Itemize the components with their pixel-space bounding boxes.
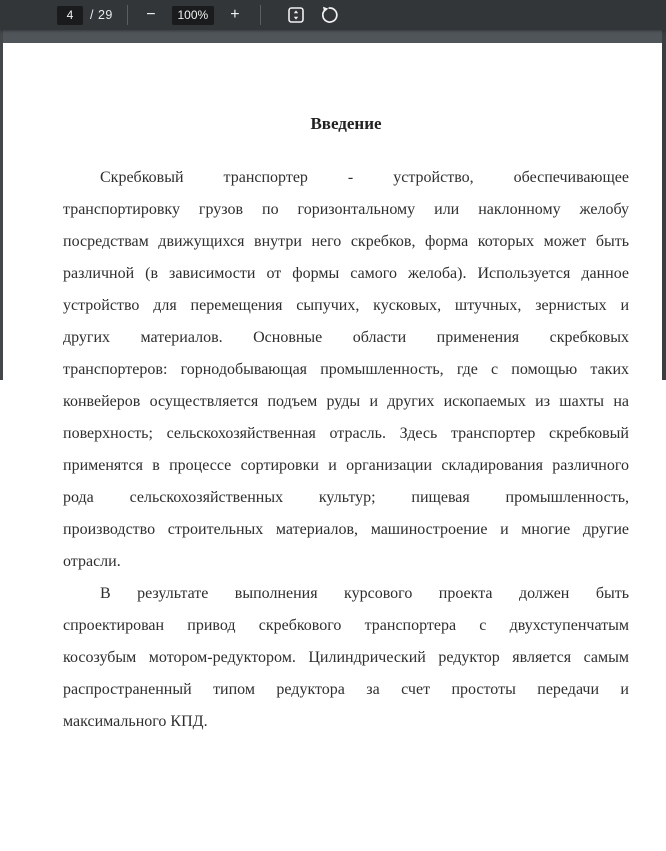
text-line: отрасли.: [63, 553, 121, 570]
toolbar-separator: [127, 5, 128, 25]
rotate-button[interactable]: [319, 4, 341, 26]
text-line: максимального КПД.: [63, 713, 208, 730]
page-number-input[interactable]: [57, 6, 83, 25]
toolbar-separator: [260, 5, 261, 25]
text-line: косозубым мотором-редуктором. Цилиндрический редуктор является самым: [63, 649, 629, 666]
zoom-in-button[interactable]: +: [224, 4, 246, 26]
viewer-background-edge-right[interactable]: [662, 30, 666, 380]
paragraph-2: [63, 578, 629, 738]
text-line: конвейеров осуществляется подъем руды и других ископаемых из шахты на: [63, 393, 629, 410]
pdf-toolbar: [0, 0, 666, 30]
text-line: Скребковый транспортер - устройство, обеспечивающее: [100, 169, 629, 186]
text-line: транспортировку грузов по горизонтальному или наклонному желобу: [63, 201, 629, 218]
pdf-page: [3, 43, 662, 851]
text-line: других материалов. Основные области применения скребковых: [63, 329, 629, 346]
text-line: производство строительных материалов, машиностроение и многие другие: [63, 521, 629, 538]
text-line: различной (в зависимости от формы самого желоба). Используется данное: [63, 265, 629, 282]
text-line: посредствам движущихся внутри него скребков, форма которых может быть: [63, 233, 629, 250]
fit-to-page-button[interactable]: [285, 4, 307, 26]
zoom-level-field[interactable]: 100%: [172, 6, 214, 25]
text-line: спроектирован привод скребкового транспортера с двухступенчатым: [63, 617, 629, 634]
page-count-label: / 29: [90, 8, 113, 22]
text-line: устройство для перемещения сыпучих, кусковых, штучных, зернистых и: [63, 297, 629, 314]
text-line: рода сельскохозяйственных культур; пищевая промышленность,: [63, 489, 629, 506]
text-line: поверхность; сельскохозяйственная отрасль. Здесь транспортер скребковый: [63, 425, 629, 442]
text-line: В результате выполнения курсового проекта должен быть: [100, 585, 629, 602]
viewer-background-edge-left: [0, 30, 3, 380]
document-title: Введение: [310, 114, 382, 133]
paragraph-1: [63, 162, 629, 578]
text-line: распространенный типом редуктора за счет простоты передачи и: [63, 681, 629, 698]
rotate-counterclockwise-icon: [320, 5, 340, 25]
text-line: применятся в процессе сортировки и организации складирования различного: [63, 457, 629, 474]
zoom-out-button[interactable]: −: [140, 4, 162, 26]
page-gap: [0, 30, 666, 43]
fit-to-page-icon: [286, 5, 306, 25]
text-line: транспортеров: горнодобывающая промышленность, где с помощью таких: [63, 361, 629, 378]
